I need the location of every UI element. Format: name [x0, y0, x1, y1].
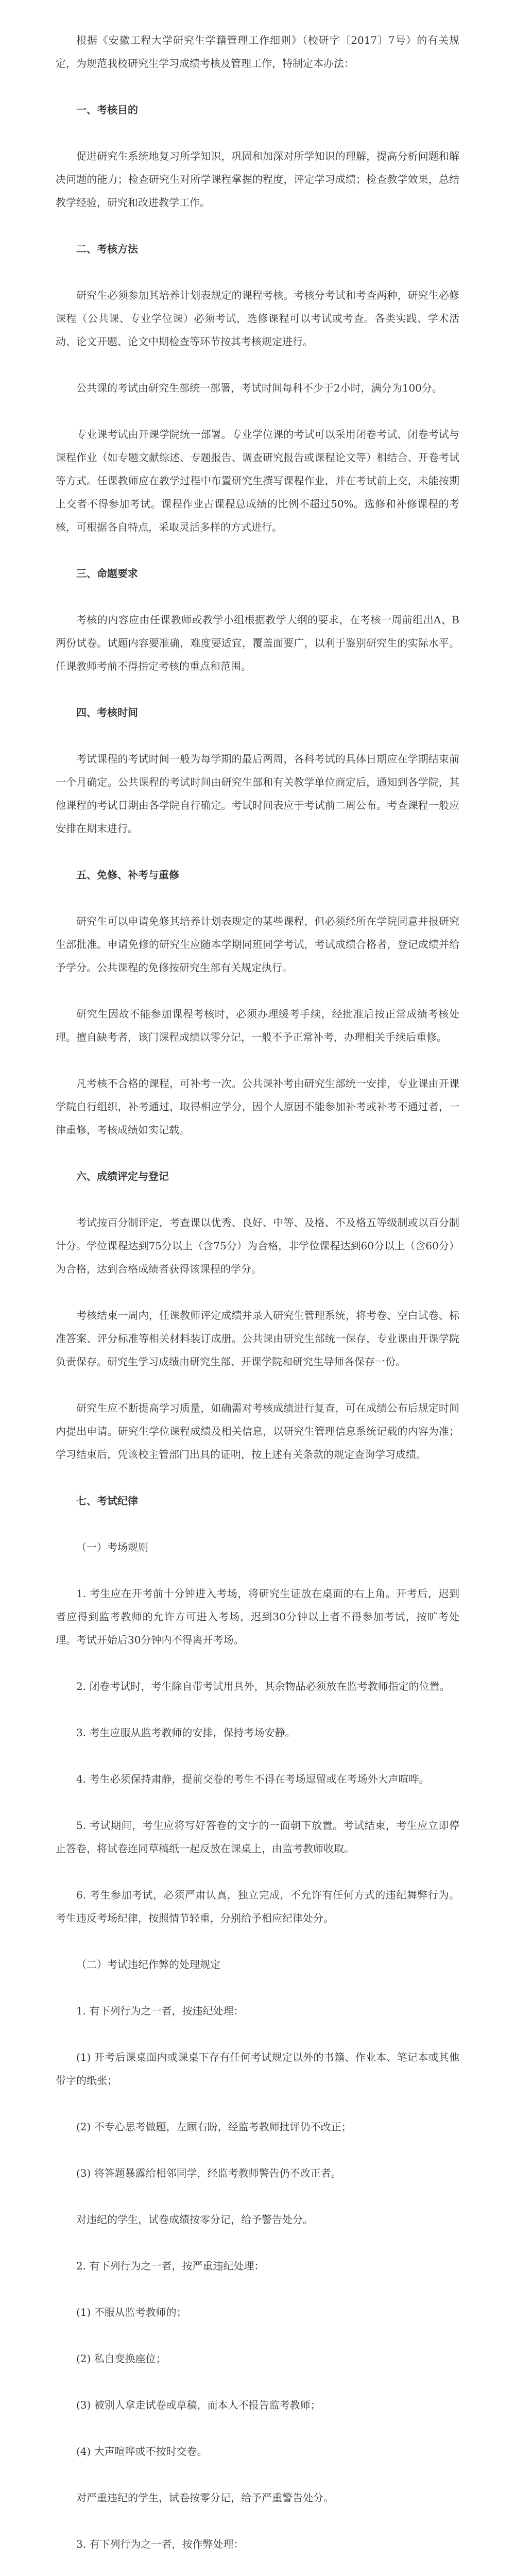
paragraph: (4) 大声喧哗或不按时交卷。 [76, 2445, 208, 2458]
paragraph: 考核结束一周内，任课教师评定成绩并录入研究生管理系统，将考卷、空白试卷、标准答案、评分标准等相关材料装订成册。公共课由研究生部统一保存，专业课由开课学院负责保存。研究生学习成绩由研究生部、开课学院和研究生导师各保存一份。 [56, 1309, 459, 1368]
paragraph-gap [56, 2185, 459, 2208]
paragraph-gap [56, 2023, 459, 2046]
paragraph-gap [56, 2370, 459, 2394]
paragraph-gap [56, 1559, 459, 1582]
paragraph-gap [56, 1930, 459, 1953]
paragraph-gap [56, 585, 459, 608]
paragraph: (1) 不服从监考教师的； [76, 2306, 187, 2318]
paragraph-gap [56, 2510, 459, 2533]
paragraph-gap [56, 1860, 459, 1884]
paragraph-gap [56, 1791, 459, 1814]
section-heading: 七、考试纪律 [76, 1495, 138, 1507]
paragraph-gap [56, 840, 459, 863]
paragraph: 3. 有下列行为之一者，按作弊处理： [76, 2538, 244, 2550]
paragraph-gap [56, 2556, 459, 2576]
paragraph-gap [56, 1374, 459, 1397]
section-heading: 二、考核方法 [76, 243, 138, 255]
section-heading: 四、考核时间 [76, 706, 138, 719]
paragraph-gap [56, 1142, 459, 1165]
section-heading: 六、成绩评定与登记 [76, 1170, 169, 1182]
paragraph: 3. 考生应服从监考教师的安排，保持考场安静。 [76, 1726, 296, 1739]
paragraph: (2) 不专心思考做题，左顾右盼，经监考教师批评仍不改正； [76, 2121, 352, 2133]
paragraph: 凡考核不合格的课程，可补考一次。公共课补考由研究生部统一安排，专业课由开课学院自行组织，补考通过，取得相应学分，因个人原因不能参加补考或补考不通过者，一律重修，考核成绩如实记载。 [56, 1077, 459, 1136]
paragraph: 2. 闭卷考试时，考生除自带考试用具外，其余物品必须放在监考教师指定的位置。 [76, 1680, 450, 1692]
paragraph: 考核的内容应由任课教师或教学小组根据教学大纲的要求，在考核一周前组出A、B两份试卷。试题内容要准确，难度要适宜，覆盖面要广，以利于鉴别研究生的实际水平。任课教师考前不得指定考核的重点和范围。 [56, 614, 459, 672]
paragraph: 研究生必须参加其培养计划表规定的课程考核。考核分考试和考查两种，研究生必修课程（公共课、专业学位课）必须考试，选修课程可以考试或考查。各类实践、学术活动、论文开题、论文中期检查等环节按其考核规定进行。 [56, 289, 459, 348]
paragraph-gap [56, 1744, 459, 1768]
paragraph-gap [56, 261, 459, 284]
paragraph: 研究生可以申请免修其培养计划表规定的某些课程，但必须经所在学院同意并报研究生部批准。申请免修的研究生应随本学期同班同学考试，考试成绩合格者，登记成绩并给予学分。公共课程的免修按研究生部有关规定执行。 [56, 915, 459, 974]
paragraph: 对严重违纪的学生，试卷按零分记，给予严重警告处分。 [76, 2492, 334, 2504]
paragraph: (2) 私自变换座位； [76, 2352, 166, 2365]
paragraph-gap [56, 2417, 459, 2440]
paragraph-gap [56, 2278, 459, 2301]
paragraph: 2. 有下列行为之一者，按严重违纪处理： [76, 2260, 265, 2272]
paragraph: (3) 将答题暴露给相邻同学，经监考教师警告仍不改正者。 [76, 2167, 341, 2179]
paragraph: 考试课程的考试时间一般为每学期的最后两周，各科考试的具体日期应在学期结束前一个月确定。公共课程的考试时间由研究生部和有关教学单位商定后，通知到各学院，其他课程的考试日期由各学院自行确定。考试时间表应于考试前二周公布。考查课程一般应安排在期末进行。 [56, 753, 459, 835]
paragraph-gap [56, 1188, 459, 1211]
paragraph-gap [56, 214, 459, 238]
paragraph: 根据《安徽工程大学研究生学籍管理工作细则》（校研字〔2017〕7号）的有关规定，为规范我校研究生学习成绩考核及管理工作，特制定本办法： [56, 34, 459, 70]
paragraph-gap [56, 2231, 459, 2255]
paragraph: (1) 开考后课桌面内或课桌下存有任何考试规定以外的书籍、作业本、笔记本或其他带字的纸张； [56, 2051, 459, 2087]
paragraph-gap [56, 1976, 459, 1999]
paragraph-gap [56, 1466, 459, 1489]
paragraph: 1. 考生应在开考前十分钟进入考场，将研究生证放在桌面的右上角。开考后，迟到者应得到监考教师的允许方可进入考场，迟到30分钟以上者不得参加考试，按旷考处理。考试开始后30分钟内不得离开考场。 [56, 1587, 459, 1646]
paragraph: 1. 有下列行为之一者，按违纪处理： [76, 2005, 244, 2017]
paragraph: 公共课的考试由研究生部统一部署，考试时间每科不少于2小时，满分为100分。 [76, 382, 442, 394]
paragraph: 研究生应不断提高学习质量，如确需对考核成绩进行复查，可在成绩公布后规定时间内提出申请。研究生学位课程成绩及相关信息，以研究生管理信息系统记载的内容为准；学习结束后，凭该校主管部门出具的证明，按上述有关条款的规定查询学习成绩。 [56, 1402, 459, 1461]
paragraph-gap [56, 979, 459, 1003]
paragraph-gap [56, 1049, 459, 1072]
paragraph-gap [56, 2139, 459, 2162]
section-heading: 一、考核目的 [76, 104, 138, 116]
subsection-heading: （一）考场规则 [76, 1541, 148, 1553]
paragraph-gap [56, 539, 459, 562]
paragraph-gap [56, 1652, 459, 1675]
paragraph-gap [56, 678, 459, 701]
paragraph-gap [56, 75, 459, 98]
paragraph-gap [56, 887, 459, 910]
paragraph: 研究生因故不能参加课程考核时，必须办理缓考手续，经批准后按正常成绩考核处理。擅自缺考者，该门课程成绩以零分记，一般不予正常补考，办理相关手续后重修。 [56, 1008, 459, 1043]
paragraph-gap [56, 2092, 459, 2115]
paragraph-gap [56, 1513, 459, 1536]
paragraph: (3) 被别人拿走试卷或草稿，而本人不报告监考教师； [76, 2399, 321, 2411]
paragraph-gap [56, 1698, 459, 1721]
paragraph-gap [56, 122, 459, 145]
section-heading: 五、免修、补考与重修 [76, 869, 179, 881]
paragraph-gap [56, 1281, 459, 1304]
paragraph: 考试按百分制评定，考查课以优秀、良好、中等、及格、不及格五等级制或以百分制计分。学位课程达到75分以上（含75分）为合格，非学位课程达到60分以上（含60分）为合格，达到合格成绩者获得该课程的学分。 [56, 1216, 459, 1275]
paragraph-gap [56, 2324, 459, 2347]
paragraph-gap [56, 400, 459, 423]
paragraph: 4. 考生必须保持肃静，提前交卷的考生不得在考场逗留或在考场外大声喧哗。 [76, 1773, 430, 1785]
paragraph: 专业课考试由开课学院统一部署。专业学位课的考试可以采用闭卷考试、闭卷考试与课程作业（如专题文献综述、专题报告、调查研究报告或课程论文等）相结合、开卷考试等方式。任课教师应在教学过程中布置研究生撰写课程作业，并在考试前上交，未能按期上交者不得参加考试。课程作业占课程总成绩的比例不超过50%。选修和补修课程的考核，可根据各自特点，采取灵活多样的方式进行。 [56, 428, 459, 533]
paragraph: 促进研究生系统地复习所学知识，巩固和加深对所学知识的理解，提高分析问题和解决问题的能力；检查研究生对所学课程掌握的程度，评定学习成绩；检查教学效果，总结教学经验，研究和改进教学工作。 [56, 150, 459, 209]
paragraph-gap [56, 724, 459, 748]
paragraph: 6. 考生参加考试，必须严肃认真，独立完成，不允许有任何方式的违纪舞弊行为。考生违反考场纪律，按照情节轻重，分别给予相应纪律处分。 [56, 1889, 459, 1924]
paragraph-gap [56, 2463, 459, 2486]
subsection-heading: （二）考试违纪作弊的处理规定 [76, 1958, 220, 1971]
paragraph: 对违纪的学生，试卷成绩按零分记，给予警告处分。 [76, 2213, 313, 2226]
section-heading: 三、命题要求 [76, 567, 138, 580]
paragraph: 5. 考试期间，考生应将写好答卷的文字的一面朝下放置。考试结束，考生应立即停止答卷，将试卷连同草稿纸一起反放在课桌上，由监考教师收取。 [56, 1819, 459, 1855]
paragraph-gap [56, 353, 459, 377]
